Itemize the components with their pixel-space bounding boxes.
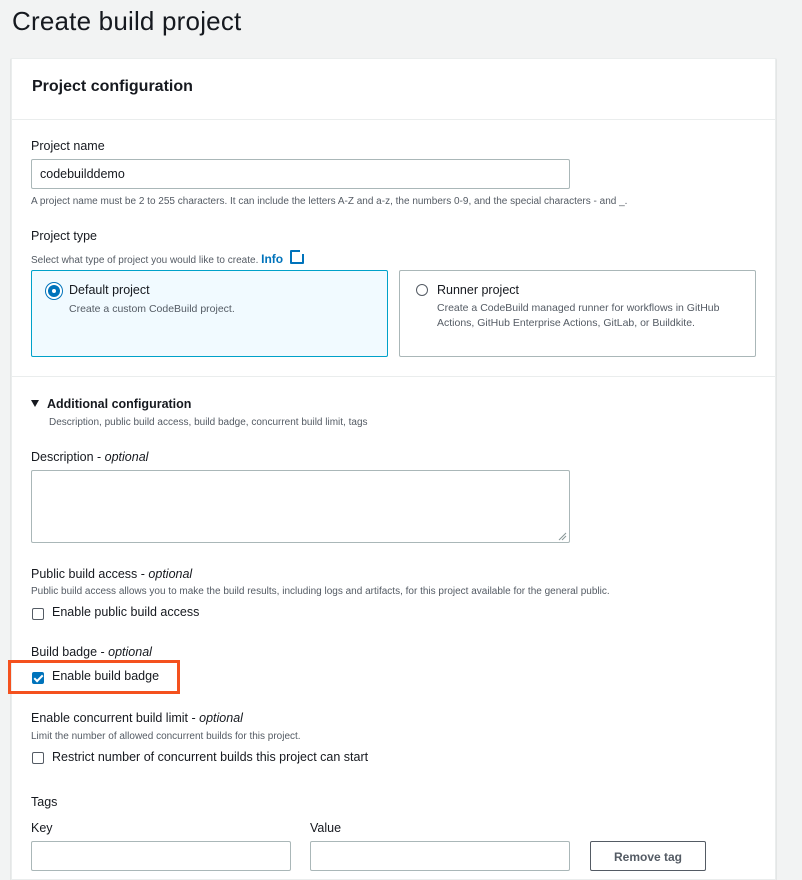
public-access-label-text: Public build access [31, 567, 138, 581]
resize-handle-icon[interactable] [558, 532, 567, 541]
concurrent-limit-checkbox[interactable] [32, 752, 44, 764]
description-label: Description - optional [31, 450, 149, 464]
public-access-checkbox[interactable] [32, 608, 44, 620]
radio-unselected-icon[interactable] [416, 284, 428, 296]
project-name-input[interactable] [31, 159, 570, 189]
project-configuration-panel [11, 58, 776, 880]
project-name-hint: A project name must be 2 to 255 characters. It can include the letters A-Z and a-z, the numbers 0-9, and the special characters - and _. [31, 196, 628, 207]
public-access-label: Public build access - optional [31, 567, 193, 581]
additional-configuration-subtitle: Description, public build access, build badge, concurrent build limit, tags [49, 417, 368, 428]
option-title: Runner project [437, 283, 519, 297]
concurrent-limit-checkbox-label[interactable]: Restrict number of concurrent builds this project can start [52, 750, 369, 764]
tag-key-label: Key [31, 821, 53, 835]
external-link-icon[interactable] [290, 250, 304, 264]
project-type-label: Project type [31, 229, 98, 243]
optional-tag: optional [148, 567, 193, 581]
option-description: Create a custom CodeBuild project. [69, 303, 235, 315]
remove-tag-button[interactable]: Remove tag [590, 841, 706, 871]
page-title: Create build project [12, 6, 242, 36]
section-divider [12, 376, 775, 377]
additional-configuration-title: Additional configuration [47, 397, 192, 411]
public-access-hint: Public build access allows you to make the build results, including logs and artifacts, for this project available for the general public. [31, 586, 610, 597]
project-type-option-default[interactable] [31, 270, 388, 357]
panel-header [12, 59, 775, 120]
caret-down-icon [31, 400, 39, 407]
build-badge-label: Build badge - optional [31, 645, 152, 659]
project-type-hint: Select what type of project you would like to create. [31, 255, 259, 266]
option-description: Create a CodeBuild managed runner for workflows in GitHub Actions, GitHub Enterprise Actions, GitLab, or Buildkite. [437, 302, 720, 329]
concurrent-limit-label: Enable concurrent build limit - optional [31, 711, 243, 725]
additional-configuration-toggle[interactable] [31, 397, 191, 411]
description-label-text: Description [31, 450, 94, 464]
tag-value-label: Value [310, 821, 342, 835]
concurrent-limit-label-text: Enable concurrent build limit [31, 711, 189, 725]
build-badge-label-text: Build badge [31, 645, 98, 659]
concurrent-limit-hint: Limit the number of allowed concurrent builds for this project. [31, 731, 301, 742]
info-link[interactable]: Info [261, 252, 284, 266]
project-type-option-runner[interactable] [399, 270, 756, 357]
description-textarea[interactable] [31, 470, 570, 543]
optional-tag: optional [104, 450, 149, 464]
project-name-label: Project name [31, 139, 105, 153]
tag-key-input[interactable] [31, 841, 291, 871]
public-access-checkbox-label[interactable]: Enable public build access [52, 605, 200, 619]
tags-label: Tags [31, 795, 58, 809]
option-title: Default project [69, 283, 150, 297]
build-badge-checkbox-label[interactable]: Enable build badge [52, 669, 160, 683]
radio-selected-icon[interactable] [48, 285, 60, 297]
annotation-highlight-box [8, 660, 180, 694]
optional-tag: optional [108, 645, 152, 659]
project-type-hint-row [31, 250, 304, 266]
tag-value-input[interactable] [310, 841, 570, 871]
section-title: Project configuration [32, 78, 193, 95]
optional-tag: optional [199, 711, 243, 725]
